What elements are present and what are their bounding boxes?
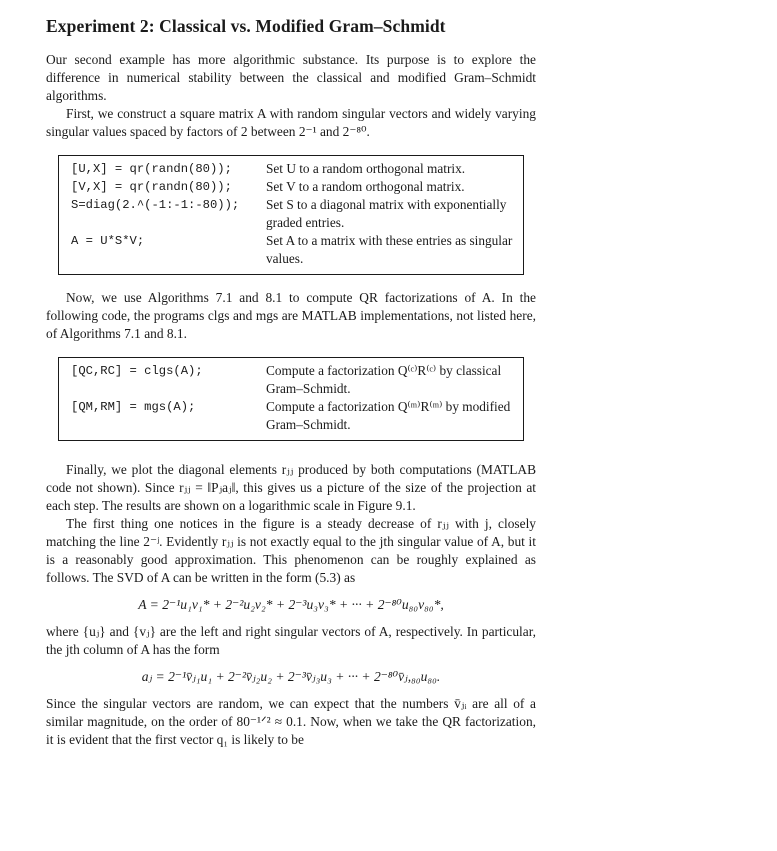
paragraph-intro: Our second example has more algorithmic substance. Its purpose is to explore the difference in numerical stability between the classical and modified Gram–Schmidt algorithms. xyxy=(46,52,536,103)
paragraph-algorithms: Now, we use Algorithms 7.1 and 8.1 to compute QR factorizations of A. In the following code, the programs clgs and mgs are MATLAB implementations, not listed here, of Algorithms 7.1 and 8.1. xyxy=(46,290,536,341)
paragraph-plot: Finally, we plot the diagonal elements rⱼⱼ produced by both computations (MATLAB code not shown). Since rⱼⱼ = ‖Pⱼaⱼ‖, this gives us a picture of the size of the projection at each step. The results are shown on a logarithmic scale in Figure 9.1. xyxy=(46,462,536,513)
code-row xyxy=(71,160,515,178)
code-line: [QC,RC] = clgs(A); xyxy=(71,364,203,378)
paragraph-construct: First, we construct a square matrix A with random singular vectors and widely varying singular values spaced by factors of 2 between 2⁻¹ and 2⁻⁸⁰. xyxy=(46,106,536,139)
code-line: S=diag(2.^(-1:-1:-80)); xyxy=(71,198,240,212)
code-description: Set V to a random orthogonal matrix. xyxy=(266,179,465,194)
code-box-setup xyxy=(58,155,524,275)
code-row xyxy=(71,232,515,268)
code-row xyxy=(71,178,515,196)
code-row xyxy=(71,362,515,398)
code-line: [U,X] = qr(randn(80)); xyxy=(71,162,232,176)
code-row xyxy=(71,196,515,232)
section-title: Experiment 2: Classical vs. Modified Gram–Schmidt xyxy=(46,16,446,36)
code-row xyxy=(71,398,515,434)
code-description: Compute a factorization Q⁽ᶜ⁾R⁽ᶜ⁾ by classical Gram–Schmidt. xyxy=(266,363,502,396)
code-description: Compute a factorization Q⁽ᵐ⁾R⁽ᵐ⁾ by modified Gram–Schmidt. xyxy=(266,399,511,432)
code-box-factorization xyxy=(58,357,524,441)
code-description: Set S to a diagonal matrix with exponentially graded entries. xyxy=(266,197,507,230)
code-line: [V,X] = qr(randn(80)); xyxy=(71,180,232,194)
paragraph-observation: The first thing one notices in the figure is a steady decrease of rⱼⱼ with j, closely matching the line 2⁻ʲ. Evidently rⱼⱼ is not exactly equal to the jth singular value of A, but it is a reasonably good approximation. This phenomenon can be roughly explained as follows. The SVD of A can be written in the form (5.3) as xyxy=(46,516,536,585)
code-line: [QM,RM] = mgs(A); xyxy=(71,400,196,414)
code-description: Set U to a random orthogonal matrix. xyxy=(266,161,466,176)
code-description: Set A to a matrix with these entries as singular values. xyxy=(266,233,513,266)
equation-svd: A = 2⁻¹u₁v₁* + 2⁻²u₂v₂* + 2⁻³u₃v₃* + ··· + 2⁻⁸⁰u₈₀v₈₀*, xyxy=(138,597,444,612)
page xyxy=(46,10,536,749)
paragraph-random: Since the singular vectors are random, we can expect that the numbers v̄ⱼᵢ are all of a similar magnitude, on the order of 80⁻¹ᐟ² ≈ 0.1. Now, when we take the QR factorization, it is evident that the first vector q₁ is likely to be xyxy=(46,696,536,747)
equation-column: aⱼ = 2⁻¹v̄ⱼ₁u₁ + 2⁻²v̄ⱼ₂u₂ + 2⁻³v̄ⱼ₃u₃ + ··· + 2⁻⁸⁰v̄ⱼ,₈₀u₈₀. xyxy=(141,669,441,684)
code-line: A = U*S*V; xyxy=(71,234,145,248)
paragraph-singular-vectors: where {uⱼ} and {vⱼ} are the left and right singular vectors of A, respectively. In particular, the jth column of A has the form xyxy=(46,624,536,657)
